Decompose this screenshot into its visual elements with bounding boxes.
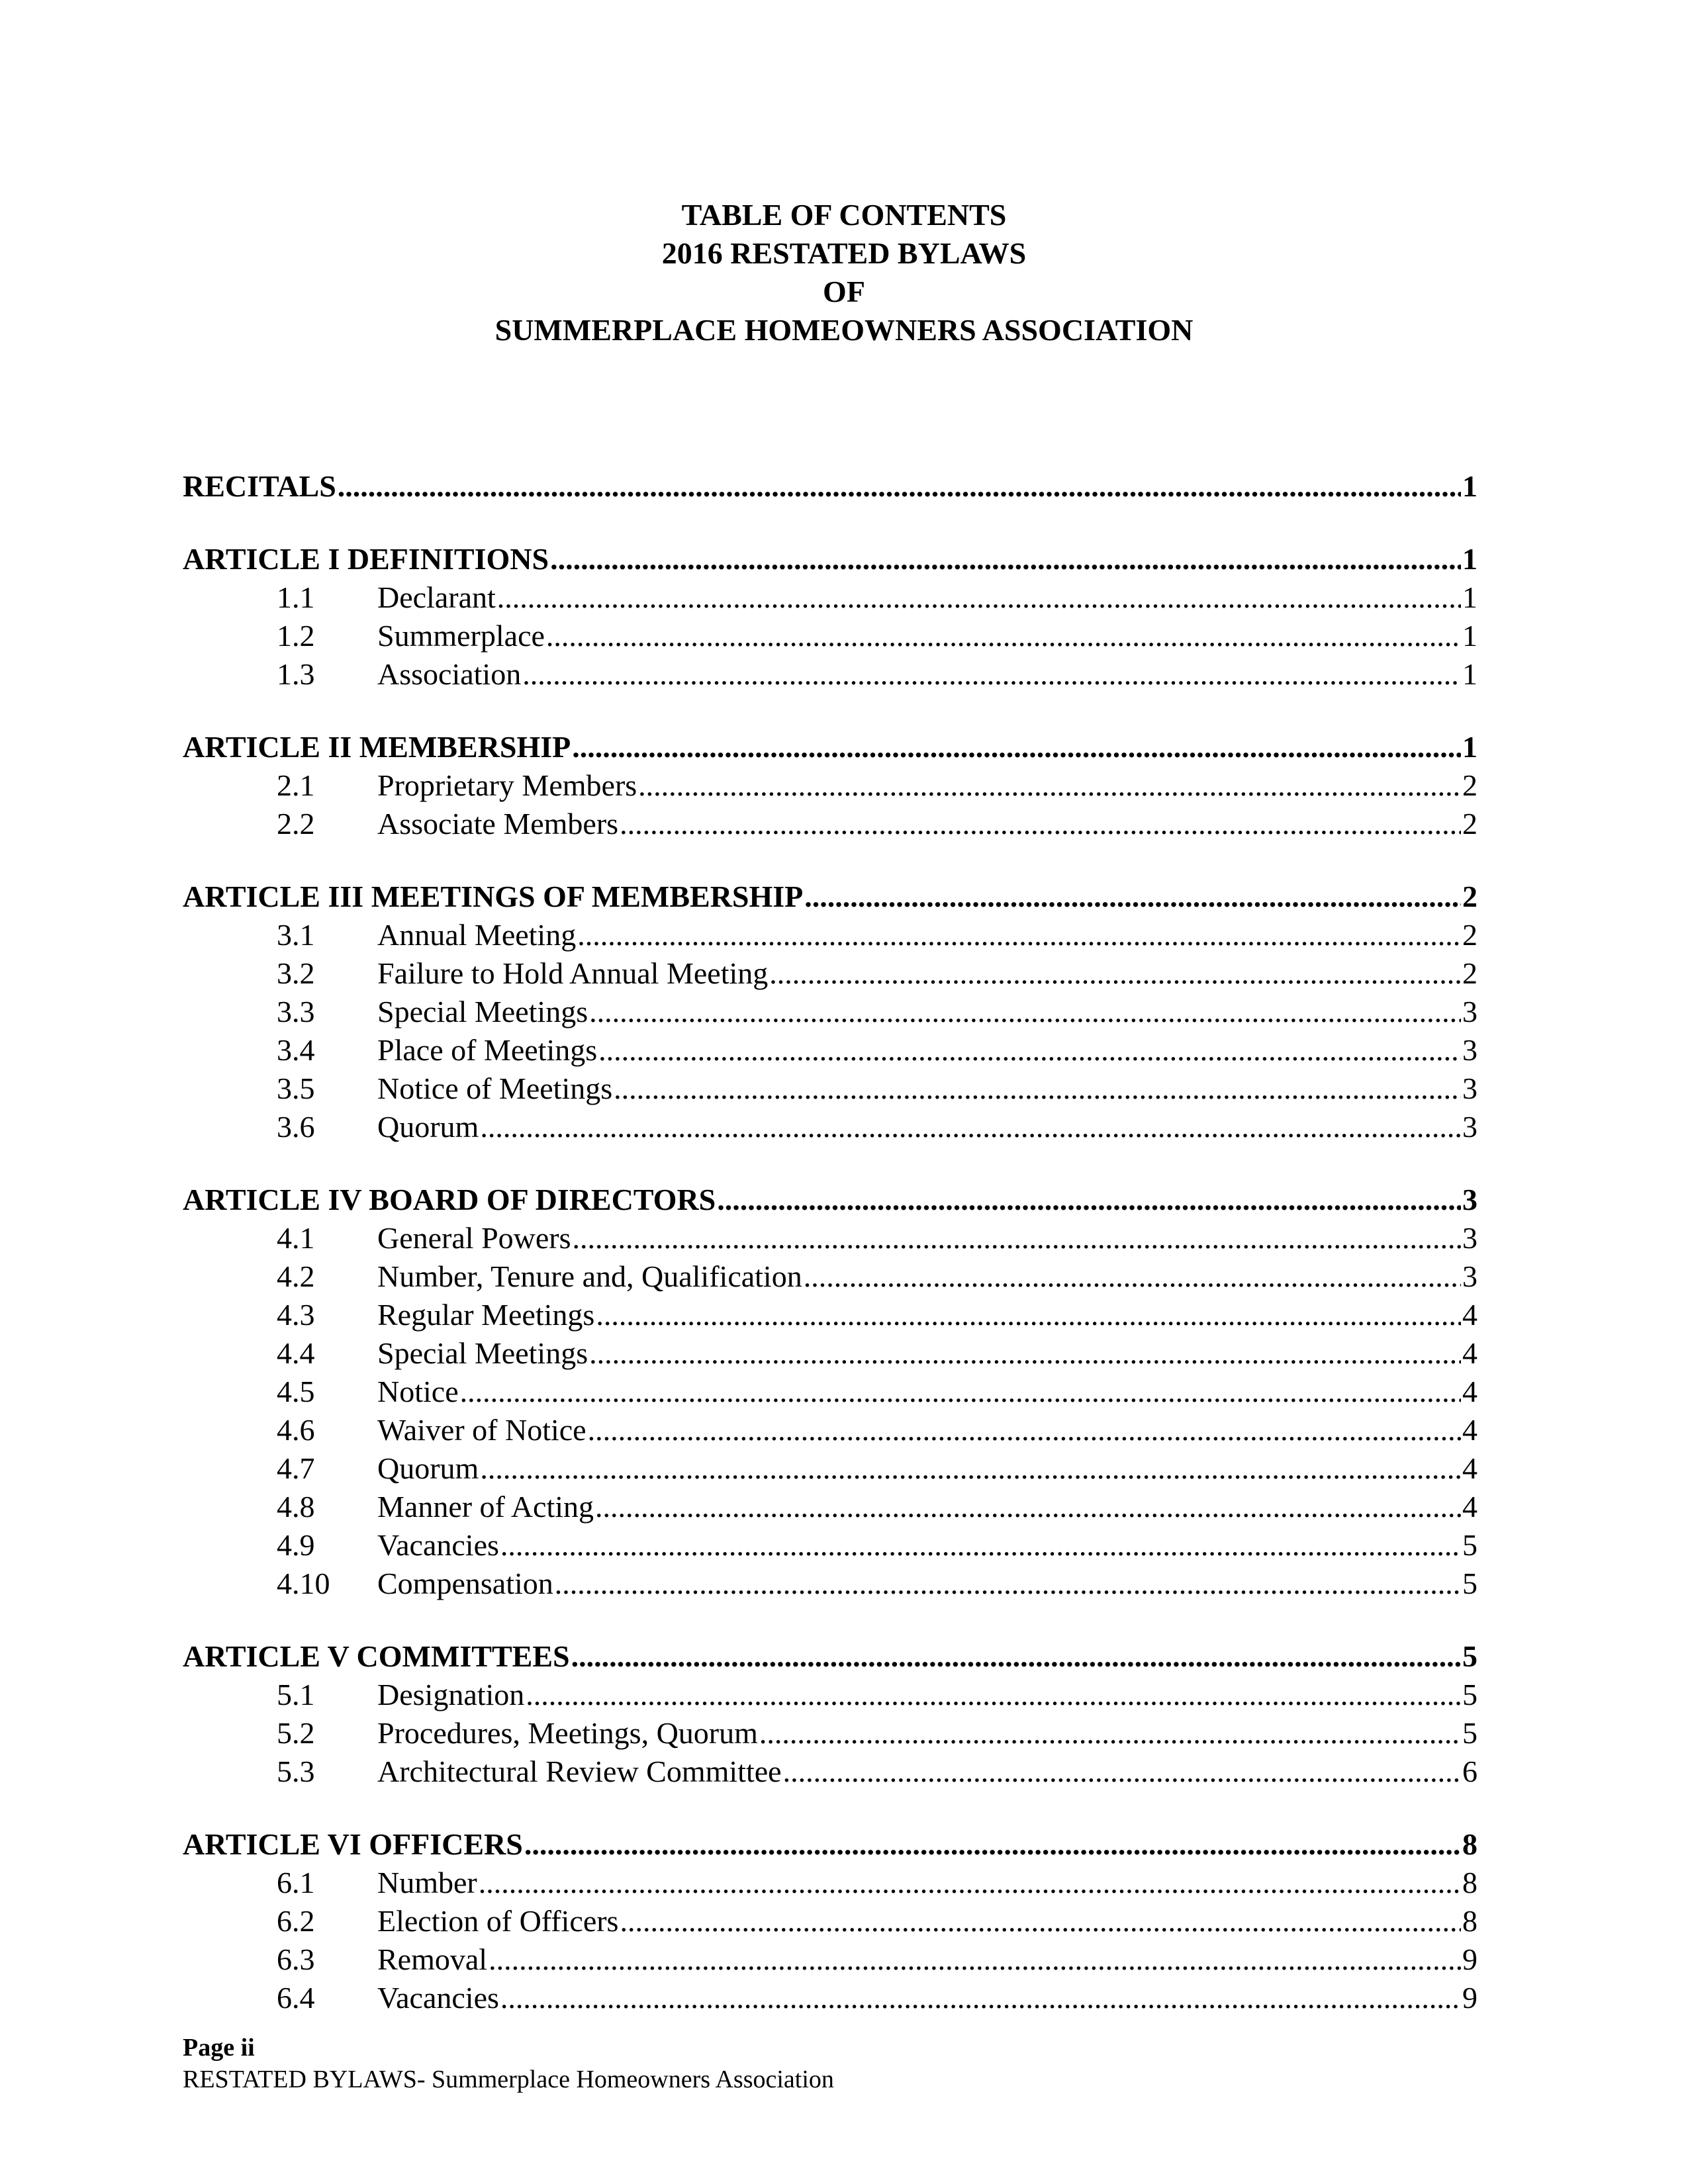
dot-leader [526,1676,1461,1714]
section-number: 6.1 [277,1866,315,1899]
section-label: Declarant [377,580,496,614]
toc-entry-4-5[interactable] [183,1373,1477,1411]
toc-entry-5-1[interactable] [183,1676,1477,1714]
dot-leader [589,993,1461,1031]
title-line-3: OF [823,275,865,308]
section-number: 5.2 [277,1716,315,1750]
section-number: 4.6 [277,1413,315,1447]
dot-leader [717,1181,1461,1219]
dot-leader [500,1526,1461,1565]
section-page-number: 9 [1462,1942,1477,1976]
toc-entry-recitals[interactable] [183,467,1477,506]
section-label: Place of Meetings [377,1033,598,1067]
toc-page-number: 1 [1462,542,1477,576]
table-of-contents [183,467,1477,2017]
dot-leader [783,1752,1461,1791]
section-page-number: 4 [1462,1451,1477,1485]
section-label: Special Meetings [377,1336,588,1370]
section-number: 6.2 [277,1904,315,1938]
section-label: Proprietary Members [377,768,637,802]
section-page-number: 3 [1462,1071,1477,1105]
dot-leader [338,467,1461,506]
section-label: Compensation [377,1567,553,1600]
dot-leader [550,540,1461,578]
section-page-number: 4 [1462,1490,1477,1524]
title-line-4: SUMMERPLACE HOMEOWNERS ASSOCIATION [494,313,1194,347]
section-page-number: 8 [1462,1904,1477,1938]
section-number: 2.1 [277,768,315,802]
dot-leader [614,1069,1461,1108]
toc-entry-4-3[interactable] [183,1296,1477,1334]
section-page-number: 6 [1462,1754,1477,1788]
dot-leader [480,1449,1461,1488]
section-page-number: 3 [1462,1033,1477,1067]
section-page-number: 4 [1462,1298,1477,1332]
section-page-number: 3 [1462,1259,1477,1293]
toc-page-number: 2 [1462,880,1477,913]
toc-page-number: 3 [1462,1183,1477,1216]
toc-entry-article-5[interactable] [183,1637,1477,1676]
toc-label: ARTICLE VI OFFICERS [183,1827,523,1861]
toc-label: ARTICLE I DEFINITIONS [183,542,549,576]
section-label: Association [377,657,522,691]
section-number: 4.9 [277,1528,315,1562]
section-number: 6.3 [277,1942,315,1976]
toc-entry-article-4[interactable] [183,1181,1477,1219]
section-number: 3.3 [277,995,315,1028]
dot-leader [500,1979,1461,2017]
toc-label: ARTICLE IV BOARD OF DIRECTORS [183,1183,716,1216]
toc-entry-6-3[interactable] [183,1940,1477,1979]
section-label: Manner of Acting [377,1490,594,1524]
dot-leader [596,1296,1461,1334]
section-number: 4.7 [277,1451,315,1485]
toc-entry-4-8[interactable] [183,1488,1477,1526]
section-label: Vacancies [377,1528,499,1562]
dot-leader [588,1411,1461,1449]
dot-leader [460,1373,1461,1411]
section-number: 3.1 [277,918,315,952]
section-page-number: 5 [1462,1716,1477,1750]
section-label: Regular Meetings [377,1298,595,1332]
dot-leader [546,617,1461,655]
dot-leader [595,1488,1461,1526]
dot-leader [769,954,1461,993]
dot-leader [572,728,1461,766]
toc-entry-article-2[interactable] [183,728,1477,766]
section-number: 2.2 [277,807,315,841]
section-page-number: 1 [1462,619,1477,653]
toc-entry-article-1[interactable] [183,540,1477,578]
section-number: 3.5 [277,1071,315,1105]
title-line-2: 2016 RESTATED BYLAWS [661,236,1027,270]
section-number: 4.2 [277,1259,315,1293]
toc-entry-4-4[interactable] [183,1334,1477,1373]
section-page-number: 3 [1462,1221,1477,1255]
section-label: Failure to Hold Annual Meeting [377,956,769,990]
toc-entry-5-2[interactable] [183,1714,1477,1752]
section-number: 4.8 [277,1490,315,1524]
toc-entry-3-2[interactable] [183,954,1477,993]
dot-leader [638,766,1461,805]
section-number: 3.2 [277,956,315,990]
toc-entry-4-6[interactable] [183,1411,1477,1449]
section-number: 4.10 [277,1567,330,1600]
section-label: Quorum [377,1451,479,1485]
section-number: 1.3 [277,657,315,691]
dot-leader [571,1637,1461,1676]
section-number: 4.3 [277,1298,315,1332]
toc-page-number: 8 [1462,1827,1477,1861]
dot-leader [577,916,1461,954]
section-page-number: 5 [1462,1528,1477,1562]
toc-entry-6-1[interactable] [183,1864,1477,1902]
section-page-number: 8 [1462,1866,1477,1899]
section-label: Special Meetings [377,995,588,1028]
toc-entry-2-2[interactable] [183,805,1477,843]
section-label: Summerplace [377,619,545,653]
section-page-number: 5 [1462,1678,1477,1711]
section-page-number: 4 [1462,1375,1477,1408]
section-page-number: 2 [1462,807,1477,841]
section-label: Notice of Meetings [377,1071,613,1105]
dot-leader [522,655,1461,694]
section-label: Number, Tenure and, Qualification [377,1259,802,1293]
dot-leader [555,1565,1461,1603]
dot-leader [598,1031,1461,1069]
section-label: Removal [377,1942,488,1976]
title-line-1: TABLE OF CONTENTS [681,198,1007,232]
section-label: Number [377,1866,477,1899]
toc-page-number: 5 [1462,1639,1477,1673]
section-page-number: 5 [1462,1567,1477,1600]
section-label: Procedures, Meetings, Quorum [377,1716,758,1750]
section-number: 1.1 [277,580,315,614]
section-number: 1.2 [277,619,315,653]
section-number: 4.1 [277,1221,315,1255]
toc-entry-3-6[interactable] [183,1108,1477,1146]
section-page-number: 3 [1462,1110,1477,1144]
document-title [0,196,1688,349]
dot-leader [489,1940,1461,1979]
toc-entry-4-7[interactable] [183,1449,1477,1488]
section-label: Architectural Review Committee [377,1754,782,1788]
section-label: Designation [377,1678,525,1711]
toc-entry-6-4[interactable] [183,1979,1477,2017]
toc-label: RECITALS [183,469,336,503]
section-page-number: 2 [1462,956,1477,990]
toc-entry-1-1[interactable] [183,578,1477,617]
dot-leader [480,1108,1461,1146]
footer-page-number: Page ii [183,2034,255,2062]
section-page-number: 2 [1462,768,1477,802]
toc-page-number: 1 [1462,469,1477,503]
dot-leader [804,878,1461,916]
section-label: Associate Members [377,807,619,841]
toc-entry-4-9[interactable] [183,1526,1477,1565]
toc-entry-1-3[interactable] [183,655,1477,694]
dot-leader [620,1902,1461,1940]
section-page-number: 4 [1462,1336,1477,1370]
section-number: 4.4 [277,1336,315,1370]
toc-entry-3-5[interactable] [183,1069,1477,1108]
dot-leader [589,1334,1461,1373]
toc-label: ARTICLE III MEETINGS OF MEMBERSHIP [183,880,804,913]
toc-entry-4-10[interactable] [183,1565,1477,1603]
section-label: Annual Meeting [377,918,577,952]
dot-leader [524,1825,1461,1864]
toc-label: ARTICLE V COMMITTEES [183,1639,570,1673]
section-page-number: 1 [1462,580,1477,614]
section-number: 5.1 [277,1678,315,1711]
dot-leader [759,1714,1461,1752]
toc-entry-4-1[interactable] [183,1219,1477,1257]
toc-entry-4-2[interactable] [183,1257,1477,1296]
section-number: 4.5 [277,1375,315,1408]
section-page-number: 9 [1462,1981,1477,2015]
section-page-number: 1 [1462,657,1477,691]
section-label: Notice [377,1375,459,1408]
dot-leader [573,1219,1461,1257]
toc-entry-5-3[interactable] [183,1752,1477,1791]
section-page-number: 4 [1462,1413,1477,1447]
toc-entry-1-2[interactable] [183,617,1477,655]
dot-leader [497,578,1461,617]
section-label: Election of Officers [377,1904,619,1938]
toc-entry-article-6[interactable] [183,1825,1477,1864]
toc-entry-article-3[interactable] [183,878,1477,916]
toc-entry-6-2[interactable] [183,1902,1477,1940]
toc-entry-3-3[interactable] [183,993,1477,1031]
section-number: 6.4 [277,1981,315,2015]
section-label: Waiver of Notice [377,1413,586,1447]
section-label: General Powers [377,1221,571,1255]
toc-entry-2-1[interactable] [183,766,1477,805]
dot-leader [804,1257,1461,1296]
section-page-number: 2 [1462,918,1477,952]
page-footer [183,2032,834,2095]
section-number: 3.4 [277,1033,315,1067]
footer-document-name: RESTATED BYLAWS- Summerplace Homeowners Association [183,2066,834,2093]
toc-page-number: 1 [1462,730,1477,764]
toc-label: ARTICLE II MEMBERSHIP [183,730,571,764]
section-label: Quorum [377,1110,479,1144]
section-number: 3.6 [277,1110,315,1144]
dot-leader [620,805,1461,843]
section-number: 5.3 [277,1754,315,1788]
toc-entry-3-1[interactable] [183,916,1477,954]
toc-entry-3-4[interactable] [183,1031,1477,1069]
dot-leader [479,1864,1461,1902]
section-label: Vacancies [377,1981,499,2015]
section-page-number: 3 [1462,995,1477,1028]
